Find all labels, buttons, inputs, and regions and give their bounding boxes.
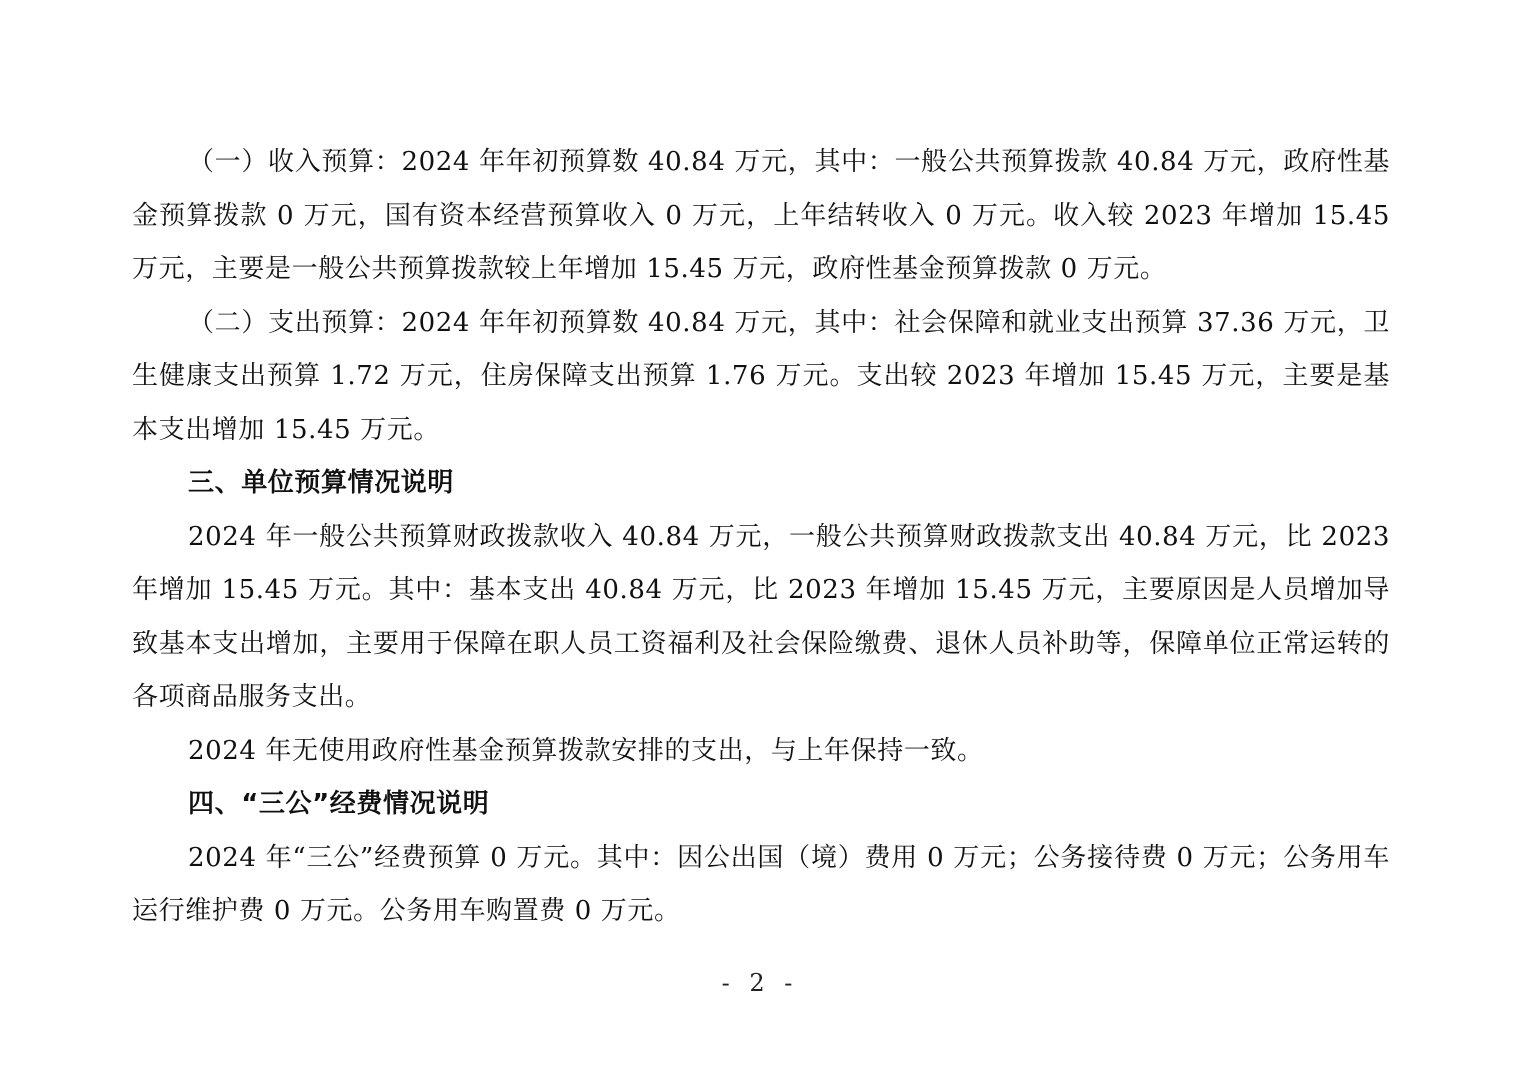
section-heading-unit-budget: 三、单位预算情况说明 bbox=[188, 468, 455, 498]
section-heading-three-public-expenses: 四、“三公”经费情况说明 bbox=[188, 789, 490, 819]
three-public-expenses-paragraph: 2024 年“三公”经费预算 0 万元。其中：因公出国（境）费用 0 万元；公务接待费 0 万元；公务用车运行维护费 0 万元。公务用车购置费 0 万元。 bbox=[132, 842, 1390, 926]
income-budget-paragraph: （一）收入预算：2024 年年初预算数 40.84 万元，其中：一般公共预算拨款 40.84 万元，政府性基金预算拨款 0 万元，国有资本经营预算收入 0 万元，上年结转收入 0 万元。收入较 2023 年增加 15.45 万元，主要是一般公共预算拨款较上年增加 15.45 万元，政府性基金预算拨款 0 万元。 bbox=[132, 147, 1390, 284]
document-body bbox=[132, 136, 1390, 939]
page-number: - 2 - bbox=[721, 969, 799, 997]
government-fund-paragraph: 2024 年无使用政府性基金预算拨款安排的支出，与上年保持一致。 bbox=[188, 735, 984, 766]
expenditure-budget-paragraph: （二）支出预算：2024 年年初预算数 40.84 万元，其中：社会保障和就业支出预算 37.36 万元，卫生健康支出预算 1.72 万元，住房保障支出预算 1.76 万元。支出较 2023 年增加 15.45 万元，主要是基本支出增加 15.45 万元。 bbox=[132, 307, 1390, 445]
unit-budget-paragraph: 2024 年一般公共预算财政拨款收入 40.84 万元，一般公共预算财政拨款支出 40.84 万元，比 2023 年增加 15.45 万元。其中：基本支出 40.84 万元，比 2023 年增加 15.45 万元，主要原因是人员增加导致基本支出增加，主要用于保障在职人员工资福利及社会保险缴费、退休人员补助等，保障单位正常运转的各项商品服务支出。 bbox=[132, 521, 1390, 712]
